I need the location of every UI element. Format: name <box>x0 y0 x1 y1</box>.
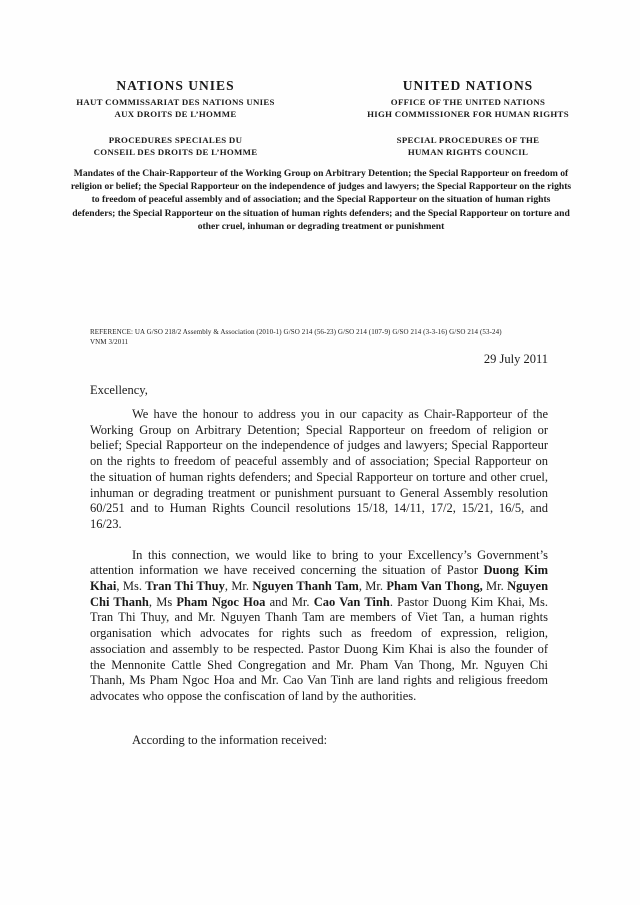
mandates-paragraph: Mandates of the Chair-Rapporteur of the Working Group on Arbitrary Detention; the Special Rapporteur on freedom of religion or belief; the Special Rapporteur on the independence of judges and lawyers; the Special Rapporteur on the rights to freedom of peaceful assembly and of association; and the Special Rapporteur on the situation of human rights defenders; the Special Rapporteur on the situation of human rights defenders; and the Special Rapporteur on torture and other cruel, inhuman or degrading treatment or punishment <box>70 168 572 232</box>
procedures-line1-french: PROCEDURES SPECIALES DU <box>108 135 243 145</box>
org-title-french: NATIONS UNIES <box>116 78 235 93</box>
reference-case-number: VNM 3/2011 <box>90 337 129 346</box>
lead-in-line: According to the information received: <box>132 732 328 747</box>
letter-body <box>90 407 548 763</box>
procedures-line2-french: CONSEIL DES DROITS DE L’HOMME <box>93 146 258 157</box>
org-title-english: UNITED NATIONS <box>402 78 534 93</box>
office-line1-english: OFFICE OF THE UNITED NATIONS <box>390 97 546 107</box>
office-line1-french: HAUT COMMISSARIAT DES NATIONS UNIES <box>76 97 275 107</box>
paragraph-mandate-intro: We have the honour to address you in our capacity as Chair-Rapporteur of the Working Group on Arbitrary Detention; Special Rapporteur on freedom of religion or belief; Special Rapporteur on the independence of judges and lawyers; Special Rapporteur on the rights to freedom of peaceful assembly and of association; Special Rapporteur on the situation of human rights defenders; and Special Rapporteur on torture and other cruel, inhuman or degrading treatment or punishment pursuant to General Assembly resolution 60/251 and to Human Rights Council resolutions 15/18, 14/11, 17/2, 15/21, 16/5, and 16/23. <box>90 407 548 531</box>
paragraph-case-details: In this connection, we would like to bring to your Excellency’s Government’s attention information we have received concerning the situation of Pastor Duong Kim Khai, Ms. Tran Thi Thuy, Mr. Nguyen Thanh Tam, Mr. Pham Van Thong, Mr. Nguyen Chi Thanh, Ms Pham Ngoc Hoa and Mr. Cao Van Tinh. Pastor Duong Kim Khai, Ms. Tran Thi Thuy, and Mr. Nguyen Thanh Tam are members of Viet Tan, a human rights organisation which advocates for rights such as freedom of expression, religion, association and assembly to be respected. Pastor Duong Kim Khai is also the founder of the Mennonite Cattle Shed Congregation and Mr. Pham Van Thong, Mr. Nguyen Chi Thanh, Ms Pham Ngoc Hoa and Mr. Cao Van Tinh are land rights and religious freedom advocates who oppose the confiscation of land by the authorities. <box>90 547 549 703</box>
reference-line: REFERENCE: UA G/SO 218/2 Assembly & Association (2010-1) G/SO 214 (56-23) G/SO 214 (107-9) G/SO 214 (3-3-16) G/SO 214 (53-24) <box>90 328 502 336</box>
procedures-block-english <box>338 135 598 158</box>
office-line2-french: AUX DROITS DE L’HOMME <box>114 108 237 119</box>
letter-date: 29 July 2011 <box>483 352 548 366</box>
header-french <box>48 78 303 158</box>
procedures-block-french <box>48 135 303 158</box>
procedures-line1-english: SPECIAL PROCEDURES OF THE <box>396 135 540 145</box>
procedures-line2-english: HUMAN RIGHTS COUNCIL <box>407 146 529 157</box>
reference-block <box>90 328 552 347</box>
salutation: Excellency, <box>90 383 148 397</box>
office-line2-english: HIGH COMMISSIONER FOR HUMAN RIGHTS <box>367 108 569 119</box>
header-english <box>338 78 598 158</box>
